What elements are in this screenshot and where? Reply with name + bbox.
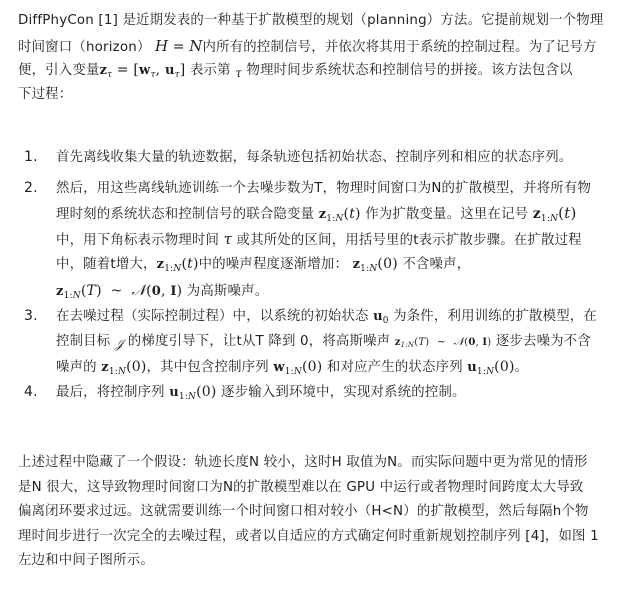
step-number: 2. (24, 179, 38, 196)
closing-line-5: 左边和中间子图所示。 (18, 553, 154, 569)
step-item (18, 145, 628, 171)
step-item (18, 304, 628, 381)
step-text-part: 在去噪过程（实际控制过程）中，以系统的初始状态 (56, 308, 369, 324)
intro-text: 表示第 (189, 63, 231, 79)
step-text-part: 中的噪声程度逐渐增加： (198, 257, 349, 273)
step-text-part: 和对应产生的状态序列 (326, 359, 463, 375)
step-text-part: 中，随着t增大， (56, 257, 157, 273)
intro-text: 内所有的控制信号，并依次将其用于系统的控制过程。为了记号方 (202, 39, 597, 55)
step-text-part: 。 (514, 359, 529, 375)
step-text-part: ，其中包含控制序列 (146, 359, 269, 375)
closing-line-3: 偏离闭环要求过远。这就需要训练一个时间窗口相对较小（H<N）的扩散模型，然后每隔h个物 (18, 504, 589, 520)
math-z: z (101, 359, 109, 375)
step-text: 理时刻的系统状态和控制信号的联合隐变量 $z_{1:N}(t)$ 作为扩散变量。这里在记号 $z_{1:N}(t)$ (56, 204, 577, 225)
math-w: w (273, 359, 285, 375)
step-text-part: 逐步输入到环境中，实现对系统的控制。 (221, 385, 466, 401)
step-text-part: 理时刻的系统状态和控制信号的联合隐变量 (56, 207, 315, 223)
intro-text: 便，引入变量 (18, 63, 100, 79)
math-horizon: H (155, 36, 169, 55)
step-text: $z_{1:N}(T)$ ~ 𝒩(0, I) 为高斯噪声。 (56, 280, 269, 301)
math-z: z (156, 257, 165, 273)
math-u: u (169, 385, 179, 401)
step-item (18, 380, 628, 406)
step-text: 中，随着t增大，$z_{1:N}(t)$中的噪声程度逐渐增加： $z_{1:N}(0)$ 不含噪声， (56, 256, 471, 275)
step-number: 1. (24, 149, 38, 165)
step-text-part: 为条件，利用训练的扩散模型，在 (393, 308, 597, 324)
step-text: 噪声的 $z_{1:N}(0)$，其中包含控制序列 $w_{1:N}(0)$ 和对应产生的状态序列 $u_{1:N}(0)$。 (56, 358, 529, 377)
step-text-part: 或其所处的区间，用括号里的t表示扩散步骤。在扩散过程 (236, 232, 582, 248)
step-text-part: 不含噪声， (402, 257, 471, 273)
step-item (18, 176, 628, 304)
step-text-part: 逐步去噪为不含 (495, 334, 591, 350)
step-text: 最后，将控制序列 $u_{1:N}(0)$ 逐步输入到环境中，实现对系统的控制。 (56, 384, 466, 403)
intro-text: 时间窗口（horizon） (18, 39, 151, 55)
step-text-part: 噪声的 (56, 359, 97, 375)
closing-paragraph (18, 451, 599, 574)
math-objective-j: 𝒥 (114, 337, 124, 352)
step-text-part: 为高斯噪声。 (186, 283, 269, 299)
intro-text: 物理时间步系统状态和控制信号的拼接。该方法包含以 (246, 63, 573, 79)
math-normal: 𝒩 (131, 280, 147, 299)
step-text-part: 作为扩散变量。这里在记号 (365, 207, 529, 223)
math-u: u (467, 359, 477, 375)
step-number: 4. (24, 384, 38, 401)
step-text: 控制目标 𝒥 的梯度引导下，让t从T 降到 0，将高斯噪声 z1:N(T) ~ 𝒩(0, I) 逐步去噪为不含 (56, 334, 591, 352)
closing-line-4: 理时间步进行一次完全的去噪过程，或者以自适应的方式确定何时重新规划控制序列 [4]，如图 1 (18, 528, 599, 544)
step-text (56, 227, 628, 253)
step-text-part: 中，用下角标表示物理时间 (56, 232, 220, 248)
math-z-tau: z (99, 63, 108, 79)
math-z: z (318, 207, 327, 223)
math-z: z (394, 337, 401, 349)
step-text-part: 控制目标 (56, 334, 111, 350)
math-tau: τ (235, 66, 243, 81)
closing-line-2: 是N 很大，这导致物理时间窗口为N的扩散模型难以在 GPU 中运行或者物理时间跨度太大导致 (18, 479, 584, 495)
intro-line-2: 时间窗口（horizon） H = N内所有的控制信号，并依次将其用于系统的控制过程。为了记号方 (18, 36, 597, 55)
step-number: 3. (24, 307, 38, 324)
steps-list (18, 145, 628, 406)
step-text-part: 的梯度引导下，让t从T 降到 0，将高斯噪声 (127, 334, 391, 350)
step-text: 然后，用这些离线轨迹训练一个去噪步数为T，物理时间窗口为N的扩散模型，并将所有物 (56, 180, 592, 196)
step-text-part: 最后，将控制序列 (56, 385, 165, 401)
intro-line-4: 下过程： (18, 86, 73, 102)
step-text: 在去噪过程（实际控制过程）中，以系统的初始状态 $u_0$ 为条件，利用训练的扩散模型，在 (56, 308, 597, 326)
math-z: z (352, 257, 361, 273)
math-tau: τ (223, 229, 233, 248)
intro-line-3: 便，引入变量$z_\tau = [w_\tau$, $u_\tau$] 表示第 τ 物理时间步系统状态和控制信号的拼接。该方法包含以 (18, 62, 573, 81)
intro-line-1: DiffPhyCon [1] 是近期发表的一种基于扩散模型的规划（planning）方法。它提前规划一个物理 (18, 13, 604, 28)
closing-line-1: 上述过程中隐藏了一个假设：轨迹长度N 较小，这时H 取值为N。而实际问题中更为常见的情形 (18, 455, 588, 470)
step-text: 首先离线收集大量的轨迹数据，每条轨迹包括初始状态、控制序列和相应的状态序列。 (56, 150, 573, 165)
math-u0: u (373, 308, 383, 324)
intro-paragraph (18, 9, 603, 107)
math-z: z (56, 283, 64, 299)
math-z: z (532, 206, 541, 223)
